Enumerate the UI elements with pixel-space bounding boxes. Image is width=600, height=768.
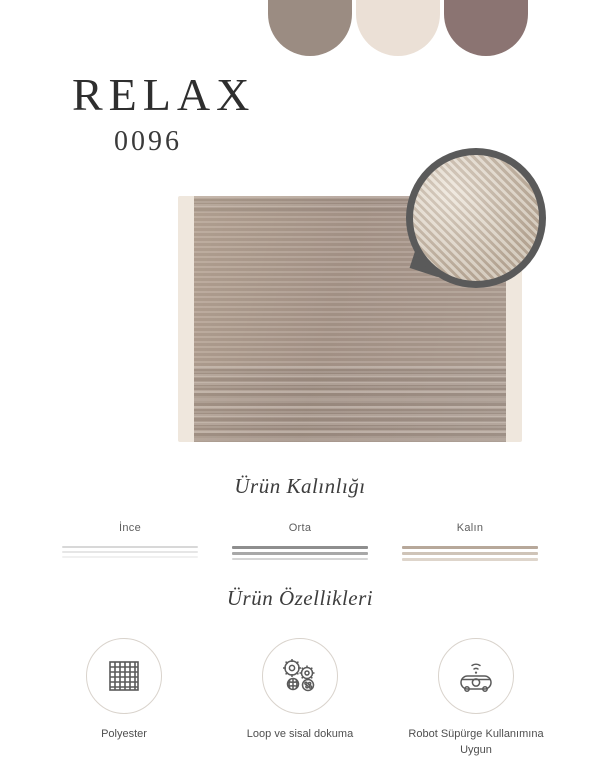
feature-label-robot-vacuum: Robot Süpürge Kullanımına Uygun (408, 728, 544, 756)
product-code: 0096 (114, 126, 182, 157)
thickness-heading: Ürün Kalınlığı (234, 474, 366, 498)
thickness-bar (62, 546, 198, 548)
thickness-bar (62, 556, 198, 558)
thickness-label-thin: İnce (119, 522, 141, 534)
thickness-label-medium: Orta (288, 522, 312, 534)
thickness-scale (60, 522, 540, 561)
thickness-bar (402, 552, 538, 555)
features-row (44, 638, 556, 758)
thickness-label-thick: Kalın (456, 522, 484, 534)
feature-robot-vacuum (396, 638, 556, 758)
thickness-option-thin[interactable] (60, 522, 200, 561)
feature-icon-frame (86, 638, 162, 714)
feature-polyester (44, 638, 204, 758)
thickness-option-thick[interactable] (400, 522, 540, 561)
feature-weave (220, 638, 380, 758)
thickness-bars-thin (60, 546, 200, 558)
thickness-bar (402, 546, 538, 549)
features-heading: Ürün Özellikleri (226, 586, 374, 610)
thickness-bar (232, 558, 368, 560)
title-block (72, 69, 256, 158)
feature-label-weave: Loop ve sisal dokuma (246, 728, 354, 740)
feature-label-polyester: Polyester (101, 728, 147, 740)
feature-icon-frame (438, 638, 514, 714)
closeup-texture (413, 155, 539, 281)
swatch-mauve (444, 0, 528, 56)
thickness-bar (232, 552, 368, 555)
feature-icon-frame (262, 638, 338, 714)
thickness-bar (402, 558, 538, 561)
swatch-taupe (268, 0, 352, 56)
page-title: RELAX (72, 69, 256, 120)
fabric-closeup-bubble (406, 148, 546, 288)
closeup-ring (406, 148, 546, 288)
thickness-bar (62, 551, 198, 553)
swatch-cream (356, 0, 440, 56)
color-swatch-row (268, 0, 528, 56)
thickness-bars-medium (230, 546, 370, 560)
thickness-option-medium[interactable] (230, 522, 370, 561)
thickness-bar (232, 546, 368, 549)
thickness-bars-thick (400, 546, 540, 561)
weave-icon (104, 656, 144, 696)
gears-icon (277, 656, 323, 696)
robot-vacuum-icon (453, 656, 499, 696)
